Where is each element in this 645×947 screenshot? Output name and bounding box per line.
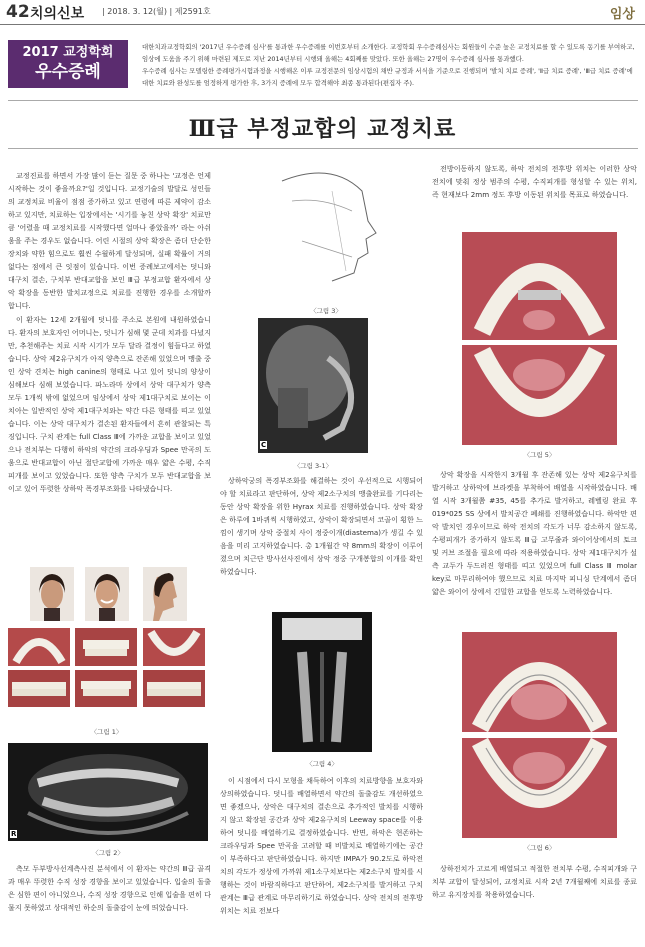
- figure-2-caption: 〈그림 2〉: [92, 849, 124, 857]
- body-paragraph: 상하악궁의 폭경부조화를 해결하는 것이 우선적으로 시행되어야 할 치료라고 판단하여, 상악 제2소구치의 맹출완료를 기다리는 동안 상악 확장을 위한 Hyrax 치료를 진행하였습니다. 상악 확장은 하루에 1바퀴씩 시행하였고, 상악이 확장되면서 코골이 횡한 느낌이 생기며 상악 중절치 사이 정중이개(diastema)가 생길 수 있음을 미리 고지하였습니다. 총 1개월간 약 8mm의 확장이 이루어졌으며 치근단 방사선사진에서 상악 정중 구개봉합의 이개를 확인하였습니다.: [220, 476, 423, 577]
- intraoral-right-buccal: [8, 670, 70, 707]
- body-paragraph: 전방이동하지 않도록, 하악 전치의 전후방 위치는 이러한 상악 전치에 맞춰 정상 범주의 수평, 수직피개를 형성할 수 있는 위치, 즉 현재보다 2mm 정도 후방 이동된 위치를 목표로 하였습니다.: [432, 164, 637, 200]
- body-paragraph: 상악 확장을 시작한지 3개월 후 잔존해 있는 상악 제2유구치를 발거하고 상하악에 브라켓을 부착하여 배열을 시작하였습니다. 배열 시작 3개월쯤 #35, 45를 추가로 발거하고, 레벨링 완료 후 019*025 SS 상에서 발치공간 폐쇄를 진행하였습니다. 하악만 편악 발치인 경우이므로 하악 전치의 각도가 너무 감소하지 않도록, 수평피개가 증가하지 않도록 Ⅲ급 고무줄과 와이어상에서의 토크 및 커브 조절을 필요에 따라 적용하였습니다. 상악 제1대구치가 설측 교두가 두드러진 형태를 띠고 있었으며 full Class Ⅲ molar key로 마무리하여야 했으므로 치료 마지막 피니싱 단계에서 좀더 얇은 와이어 상에서 긴밀한 교합을 얻도록 노력하였습니다.: [432, 470, 637, 597]
- body-paragraph: 상하전치가 고르게 배열되고 적절한 전치부 수평, 수직피개와 구치부 교합이 달성되어, 교정치료 시작 2년 7개월째에 치료를 종료하고 유지장치를 착용하였습니다.: [432, 864, 637, 900]
- article-column-1-bottom: [8, 862, 211, 914]
- ceph-xray: [258, 318, 368, 453]
- lower-arch-final-photo: [462, 738, 617, 838]
- article-column-2-mid: [220, 474, 423, 578]
- body-paragraph: 이 시점에서 다시 모형을 채득하여 이후의 치료방향을 보호자와 상의하였습니다. 덧니를 배열하면서 약간의 돌출감도 개선하였으면 좋겠으나, 상악은 대구치의 결손으로 추가적인 발치를 시행하지 않고 확장된 공간과 상악 제2유구치의 Leeway space를 이용하여 덧니를 배열하기로 결정하였습니다. 반면, 하악은 현존하는 크라우딩과 Spee 만곡을 고려할 때 비발치로 배열하기에는 공간이 부족하다고 판단하였습니다. 하지만 IMPA가 90.2도로 하악전치의 각도가 정상에 가까워 제1소구치보다는 제2소구치 발치를 시행하는 것이 바람직하다고 판단하여, 제2소구치를 발거하고 구치관계는 Ⅲ급 관계로 마무리하기로 하였습니다. 상악 전치의 전후방 위치는 치료 전보다: [220, 776, 423, 916]
- periapical-xray: [272, 612, 372, 752]
- article-column-2-bottom: [220, 774, 423, 918]
- issue-date: | 2018. 3. 12(월) | 제2591호: [102, 7, 211, 16]
- page-number: 42: [6, 2, 30, 22]
- intraoral-lower-occlusal: [143, 628, 205, 666]
- patient-photo-frontal: [30, 567, 74, 621]
- xray-ceph-marker: C: [261, 441, 267, 449]
- upper-arch-expander-photo: [462, 232, 617, 340]
- body-paragraph: 이 환자는 12세 2개월에 덧니를 주소로 본원에 내원하였습니다. 환자의 보호자인 어머니는, 덧니가 심해 몇 군데 치과를 다녔지만, 추천해주는 치료 시작 시기가 모두 달라 결정이 힘들다고 하였습니다. 상악 제2유구치가 아직 양측으로 잔존해 있었으며 맹출 중인 상악 견치는 high canine의 형태로 나고 있어 덧니의 양상이 심해보다 심해 보였습니다. 파노라마 상에서 상악 대구치가 양측 모두 1개씩 밖에 없었으며 임상에서 상악 제1대구치로 보이는 이 치아는 일반적인 상악 제1대구치와는 약간 다른 형태를 띠고 있었습니다. 이는 상악 대구치가 결손된 환자들에서 흔히 관찰되는 특징입니다. 구치 관계는 full Class Ⅲ에 가까운 교합을 보이고 있었으나 전치부는 다행히 하악의 약간의 크라우딩과 Spee 만곡의 도움으로 반대교합이 아닌 절단교합에 가까운 매우 얇은 수평, 수직피개를 보이고 있었습니다. 또한 양측 구치가 모두 반대교합을 보이고 있어 뚜렷한 상하악 폭경부조화를 나타냈습니다.: [8, 314, 211, 494]
- article-column-3-mid: [432, 468, 637, 598]
- intraoral-left-buccal: [143, 670, 205, 707]
- series-banner: [8, 40, 128, 88]
- intraoral-frontal-occlusion: [75, 670, 137, 707]
- page-header: [0, 0, 645, 25]
- patient-photo-smile: [85, 567, 129, 621]
- intro-paragraph: 대한치과교정학회의 '2017년 우수증례 심사'를 통과한 우수증례를 이번호부터 소개한다. 교정학회 우수증례심사는 회원들이 수준 높은 교정치료를 할 수 있도록 동기를 부여하고, 임상에 도움을 주기 위해 마련된 제도로 지난 2014년부터 시행돼 올해는 4회째를 맞았다. 또한 올해는 27명이 우수증례 심사를 통과했다.: [142, 43, 635, 63]
- figure-3-caption: 〈그림 3〉: [310, 307, 342, 315]
- figure-5-caption: 〈그림 5〉: [523, 451, 556, 459]
- banner-line2: 우수증례: [35, 62, 101, 82]
- editor-intro: [142, 41, 639, 89]
- article-column-3-top: [432, 162, 637, 201]
- intraoral-upper-occlusal: [8, 628, 70, 666]
- divider: [8, 100, 638, 101]
- patient-photo-profile: [143, 567, 187, 621]
- newspaper-name: 치의신보: [30, 6, 85, 22]
- xray-side-marker: R: [11, 830, 17, 838]
- intro-paragraph: 우수증례 심사는 모델링한 증례평가시험과정을 시행해온 이루 교정전문의 임상시험의 채반 규정과 서식을 기준으로 진행되며 '발치 치료 증례', 'Ⅱ급 치료 증례', 'Ⅲ급 치료 증례'에 대한 치료와 완성도를 엄정하게 평가한 후, 3가지 증례에 모두 합격해야 최종 통과된다(편집자 주).: [142, 67, 633, 87]
- ceph-tracing: [262, 161, 390, 301]
- upper-arch-final-photo: [462, 632, 617, 732]
- divider: [8, 148, 638, 149]
- figure-3-1-caption: 〈그림 3-1〉: [293, 462, 333, 470]
- section-label: 임상: [609, 7, 635, 22]
- intraoral-frontal: [75, 628, 137, 666]
- article-column-1: [8, 169, 211, 495]
- figure-6-caption: 〈그림 6〉: [523, 844, 556, 852]
- figure-1-caption: 〈그림 1〉: [90, 728, 123, 736]
- figure-4-caption: 〈그림 4〉: [306, 760, 338, 768]
- article-column-3-bottom: [432, 862, 637, 901]
- lower-arch-photo: [462, 345, 617, 445]
- panoramic-xray: [8, 743, 208, 841]
- article-title: Ⅲ급 부정교합의 교정치료: [188, 116, 457, 142]
- body-paragraph: 측모 두부방사선계측사진 분석에서 이 환자는 약간의 Ⅲ급 골격과 매우 뚜렷한 수직 성장 경향을 보이고 있었습니다. 입술의 돌출은 심한 편이 아니었으나, 수직 성장 경향으로 인해 입술을 편히 다물지 못하였고 상대적인 하순의 돌출감이 눈에 띄었습니다.: [8, 864, 211, 913]
- body-paragraph: 교정진료를 하면서 가장 많이 듣는 질문 중 하나는 '교정은 언제 시작하는 것이 좋을까요?'일 것입니다. 교정기술의 발달로 성인들의 교정치료 비율이 점점 증가하고 있고 연령에 따른 제약이 감소하고 있지만, 치료하는 입장에서는 '시기를 놓친 상악 확장' 치료만큼 '어렸을 때 교정치료를 시작했다면 얼마나 좋았을까' 라는 아쉬움을 주는 경우도 없습니다. 어린 시절의 상악 확장은 좀더 단순한 장치와 약한 힘으로도 훨씬 수월하게 달성되며, 실패 확률이 거의 없다는 점에서 큰 잇점이 있습니다. 이번 증례보고에서는 덧니와 대구치 결손, 구치부 반대교합을 보인 Ⅲ급 부정교합 환자에서 상악 확장을 동반한 발치교정으로 치료를 진행한 경우를 소개할까 합니다.: [8, 171, 211, 311]
- banner-line1: 2017 교정학회: [22, 45, 114, 60]
